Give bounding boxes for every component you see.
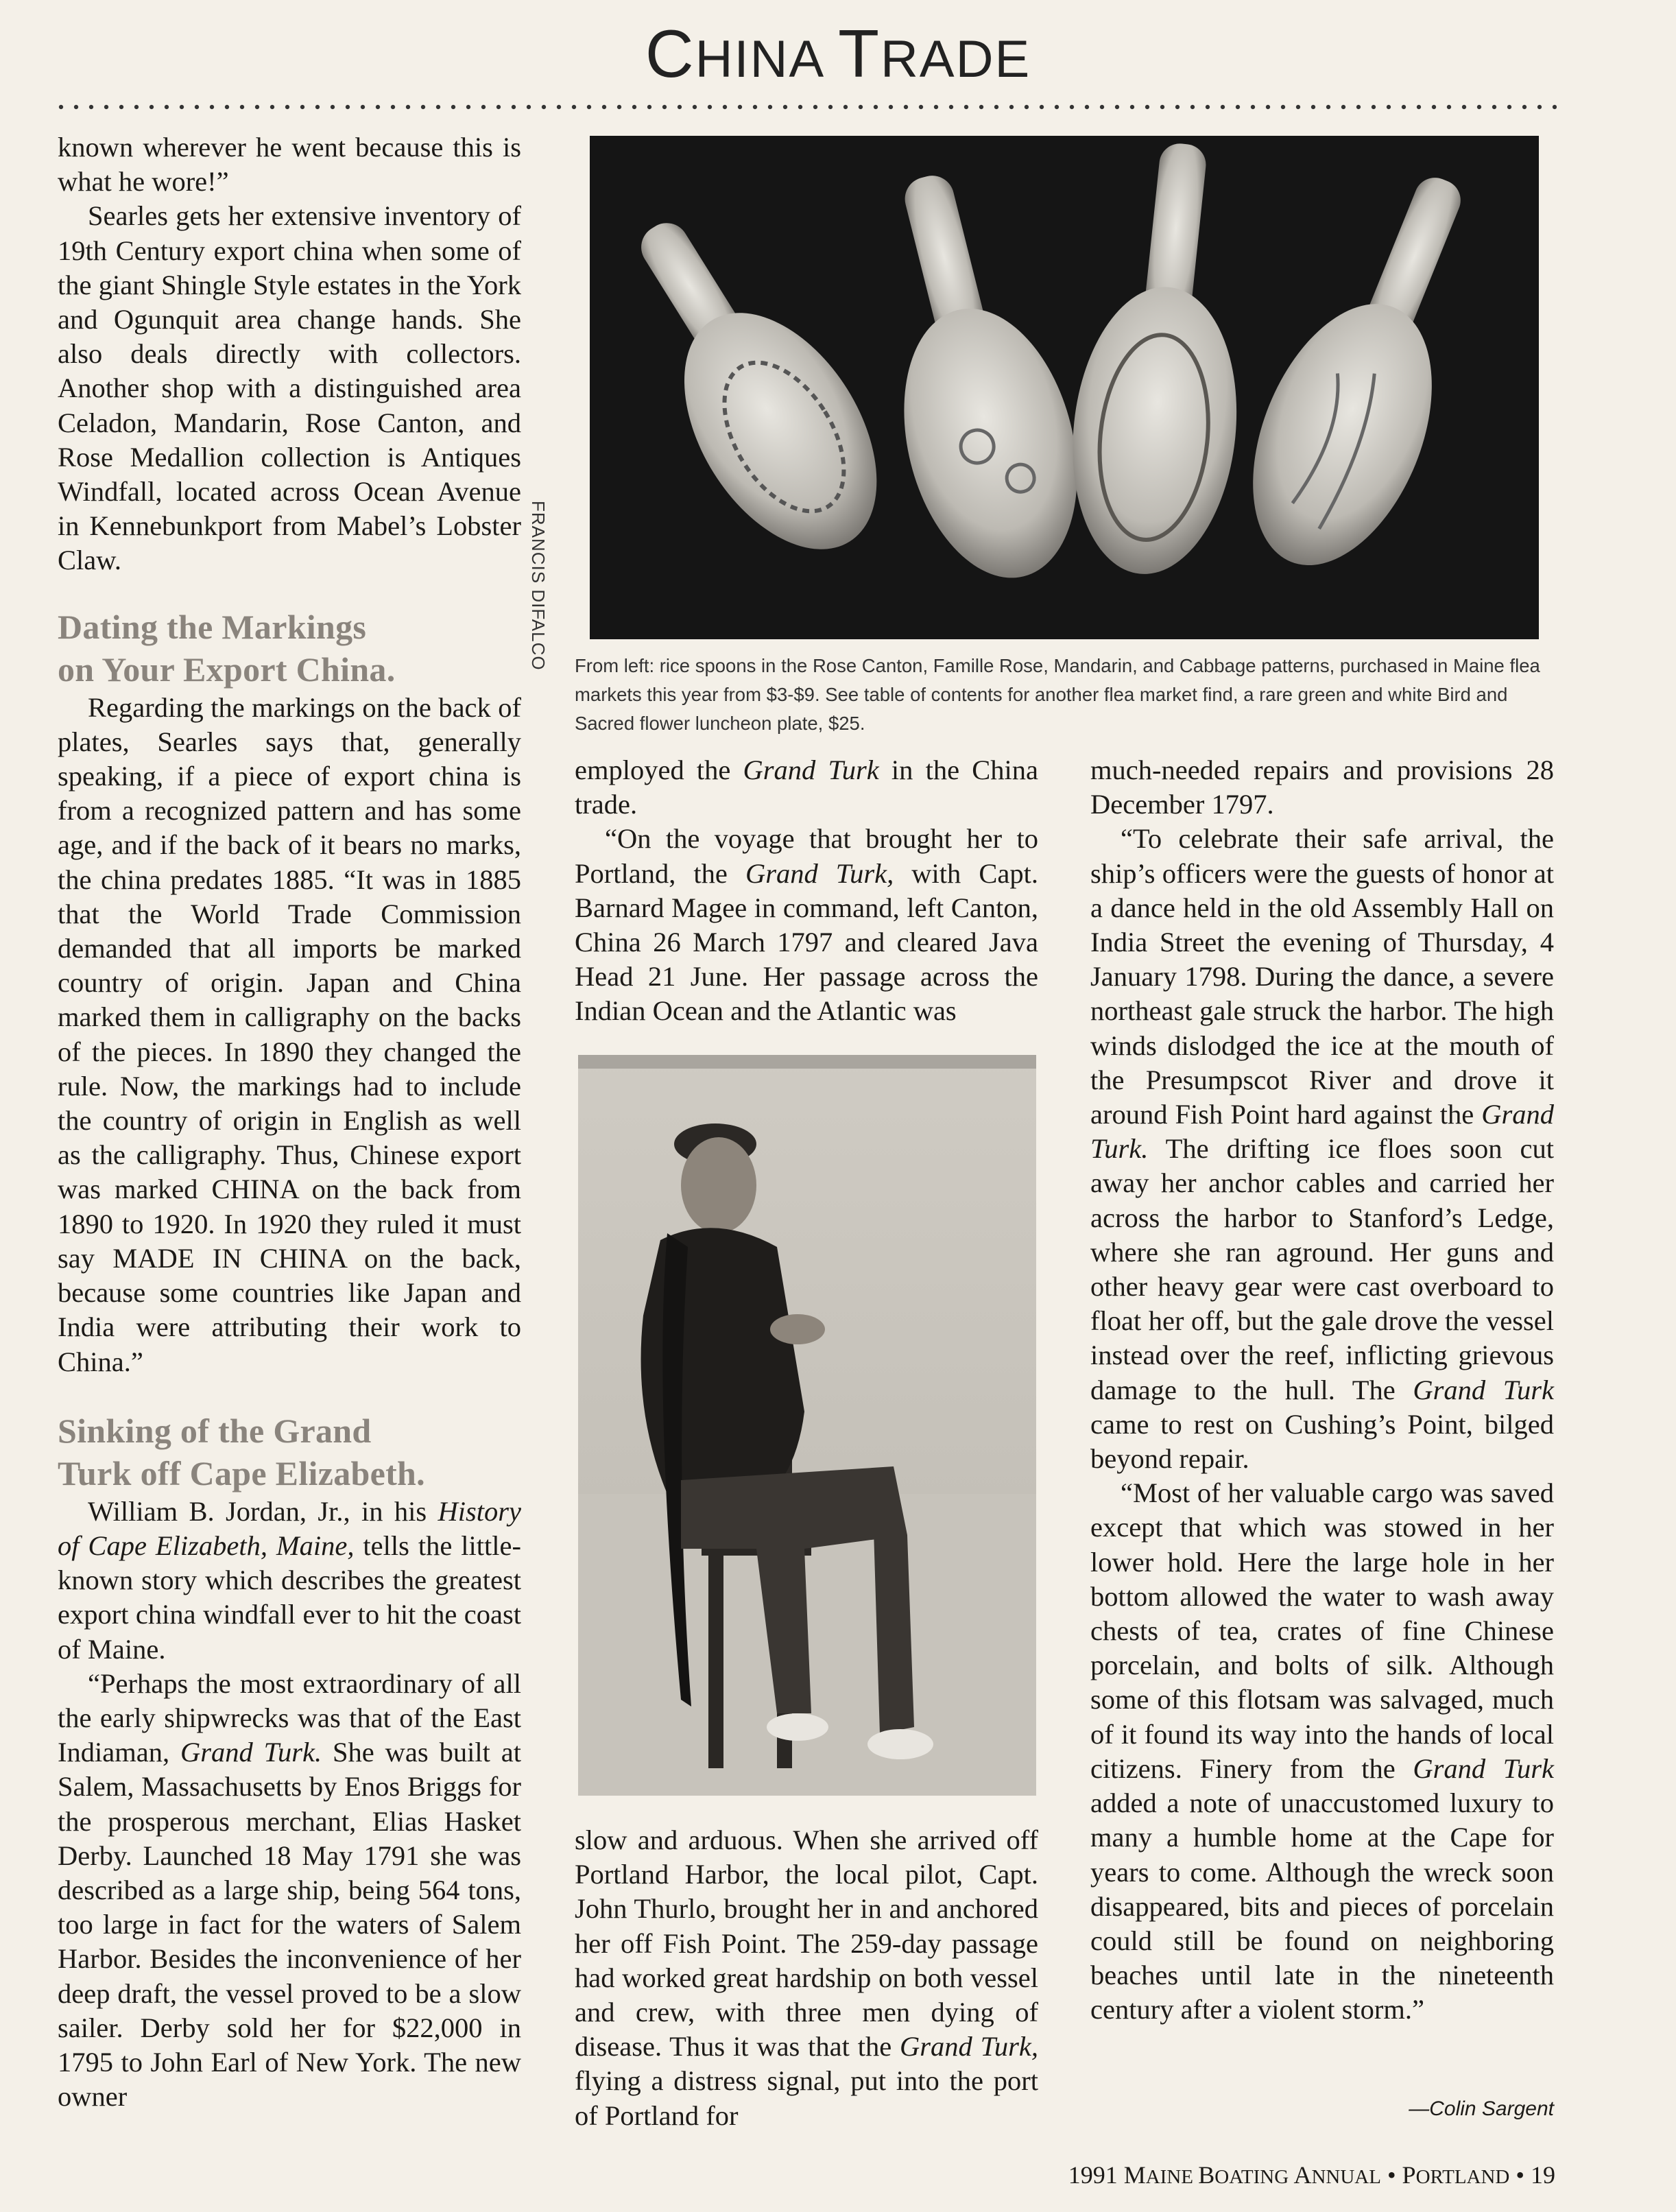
- paragraph: slow and arduous. When she arrived off Portland Harbor, the local pilot, Capt. John Thurlo, brought her in and anchored her off Fish Point. The 259-day passage had worked great hardship on both vessel and crew, with three men dying of disease. Thus it was that the Grand Turk, flying a distress signal, put into the port of Portland for: [575, 1824, 1038, 2131]
- rice-spoons-photo: [590, 136, 1539, 639]
- paragraph: “To celebrate their safe arrival, the ship’s officers were the guests of honor at a dance held in the old Assembly Hall on India Street the evening of Thursday, 4 January 1798. During the dance, a severe northeast gale struck the harbor. The high winds dislodged the ice at the mouth of the Presumpscot River and drove it around Fish Point hard against the Grand Turk. The drifting ice floes soon cut away her anchor cables and carried her across the harbor to Stanford’s Ledge, where she ran aground. Her guns and other heavy gear were cast overboard to float her off, but the gale drove the vessel instead over the reef, inflicting grievous damage to the hull. The Grand Turk came to rest on Cushing’s Point, bilged beyond repair.: [1090, 823, 1554, 1475]
- paragraph: “Most of her valuable cargo was saved except that which was stowed in her lower hold. Here the large hole in her bottom allowed the water to wash away chests of tea, crates of fine Chinese porcelain, and bolts of silk. Although some of this flotsam was salvaged, much of it found its way into the hands of local citizens. Finery from the Grand Turk added a note of unaccustomed luxury to many a humble home at the Cape for years to come. Although the wreck soon disappeared, bits and pieces of porcelain could still be found on neighboring beaches until late in the nineteenth century after a violent storm.”: [1090, 1477, 1555, 2025]
- paragraph: “Perhaps the most extraordinary of all the early shipwrecks was that of the East Indiaman, Grand Turk. She was built at Salem, Massachusetts by Enos Briggs for the prosperous merchant, Elias Hasket Derby. Launched 18 May 1791 she was described as a large ship, being 564 tons, too large in fact for the waters of Salem Harbor. Besides the inconvenience of her deep draft, the vessel proved to be a slow sailer. Derby sold her for $22,000 in 1795 to John Earl of New York. The new owner: [58, 1667, 521, 2113]
- dotted-divider: [53, 104, 1557, 110]
- section-heading-sinking: Sinking of the Grand Turk off Cape Elizabeth.: [58, 1411, 425, 1492]
- paragraph: William B. Jordan, Jr., in his History of Cape Elizabeth, Maine, tells the little-known story which describes the greatest export china windfall ever to hit the coast of Maine.: [58, 1495, 521, 1665]
- page-footer: 1991 MAINE BOATING ANNUAL • PORTLAND • 19: [1068, 2161, 1555, 2189]
- paragraph: “On the voyage that brought her to Portland, the Grand Turk, with Capt. Barnard Magee in command, left Canton, China 26 March 1797 and cleared Java Head 21 June. Her passage across the Indian Ocean and the Atlantic was: [575, 823, 1038, 1027]
- paragraph: employed the Grand Turk in the China trade.: [575, 754, 1038, 820]
- paragraph: Regarding the markings on the back of plates, Searles says that, generally speaking, if a piece of export china is from a recognized pattern and has some age, and if the back of it bears no marks, the china predates 1885. “It was in 1885 that the World Trade Commission demanded that all imports be marked country of origin. Japan and China marked them in calligraphy on the backs of the pieces. In 1890 they changed the rule. Now, the markings had to include the country of origin in English as well as the calligraphy. Thus, Chinese export was marked CHINA on the back from 1890 to 1920. In 1920 they ruled it must say MADE IN CHINA on the back, because some countries like Japan and India were attributing their work to China.”: [58, 691, 521, 1377]
- paragraph: known wherever he went because this is what he wore!”: [58, 132, 521, 198]
- section-heading-dating: Dating the Markings on Your Export China.: [58, 607, 396, 689]
- column-1: [58, 130, 521, 2114]
- paragraph: much-needed repairs and provisions 28 December 1797.: [1090, 754, 1554, 820]
- paragraph: Searles gets her extensive inventory of 19th Century export china when some of the giant Shingle Style estates in the York and Ogunquit area change hands. She also deals directly with collectors. Another shop with a distinguished area Celadon, Mandarin, Rose Canton, and Rose Medallion collection is Antiques Windfall, located across Ocean Avenue in Kennebunkport from Mabel’s Lobster Claw.: [58, 200, 521, 576]
- portrait-photo: [578, 1055, 1036, 1796]
- column-2-top: [575, 753, 1038, 1029]
- photo-credit: FRANCIS DIFALCO: [528, 501, 549, 671]
- column-2-bottom: [575, 1823, 1038, 2133]
- photo-caption: From left: rice spoons in the Rose Canton, Famille Rose, Mandarin, and Cabbage patterns, purchased in Maine flea markets this year from $3-$9. See table of contents for another flea market find, a rare green and white Bird and Sacred flower luncheon plate, $25.: [575, 655, 1540, 734]
- column-3: [1090, 753, 1554, 2027]
- page-header: CHINA TRADE: [645, 16, 1031, 91]
- page-number: 19: [1531, 2161, 1555, 2189]
- author-signature: —Colin Sargent: [1409, 2097, 1554, 2120]
